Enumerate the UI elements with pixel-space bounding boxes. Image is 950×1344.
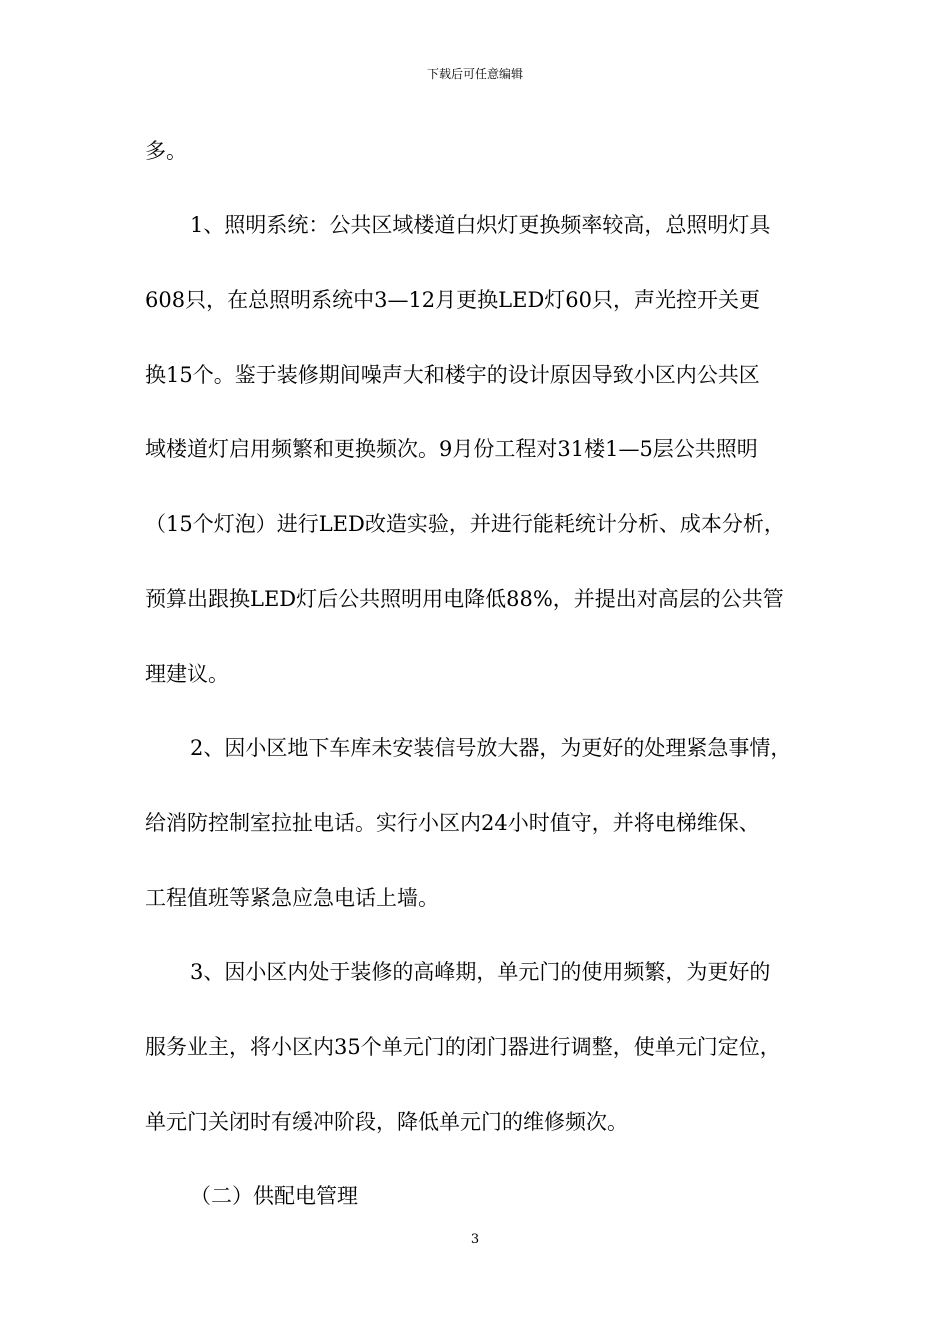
text-line: 2、因小区地下车库未安装信号放大器，为更好的处理紧急事情， — [190, 736, 792, 760]
text-line: 608只，在总照明系统中3—12月更换LED灯60只，声光控开关更 — [145, 288, 760, 312]
text-line: 单元门关闭时有缓冲阶段，降低单元门的维修频次。 — [145, 1110, 628, 1134]
text-line: 服务业主，将小区内35个单元门的闭门器进行调整，使单元门定位， — [145, 1035, 781, 1059]
page-header: 下载后可任意编辑 — [426, 67, 523, 81]
text-line: 1、照明系统：公共区域楼道白炽灯更换频率较高，总照明灯具 — [190, 213, 771, 237]
text-line: 换15个。鉴于装修期间噪声大和楼宇的设计原因导致小区内公共区 — [145, 363, 760, 387]
text-line: 工程值班等紧急应急电话上墙。 — [145, 886, 439, 910]
section-heading: （二）供配电管理 — [190, 1184, 358, 1208]
text-line: 多。 — [145, 139, 187, 163]
text-line: 预算出跟换LED灯后公共照明用电降低88%，并提出对高层的公共管 — [145, 587, 784, 611]
page-number: 3 — [470, 1232, 480, 1247]
text-line: （15个灯泡）进行LED改造实验，并进行能耗统计分析、成本分析， — [145, 512, 785, 536]
text-line: 域楼道灯启用频繁和更换频次。9月份工程对31楼1—5层公共照明 — [145, 437, 758, 461]
text-line: 给消防控制室拉扯电话。实行小区内24小时值守，并将电梯维保、 — [145, 811, 760, 835]
text-line: 理建议。 — [145, 662, 229, 686]
text-line: 3、因小区内处于装修的高峰期，单元门的使用频繁，为更好的 — [190, 960, 771, 984]
